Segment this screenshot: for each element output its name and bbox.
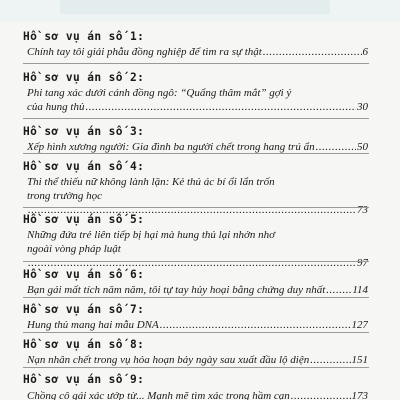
case-title-line[interactable] xyxy=(27,189,368,203)
case-title-line[interactable] xyxy=(27,175,368,189)
case-title-line[interactable] xyxy=(27,283,368,297)
page-number: 173 xyxy=(351,390,368,400)
case-heading: Hồ sơ vụ án số 6: xyxy=(23,268,145,281)
case-title-line[interactable] xyxy=(27,140,368,154)
case-heading: Hồ sơ vụ án số 9: xyxy=(23,373,145,386)
case-title-continued: ngoài vòng pháp luật xyxy=(27,243,121,255)
case-heading: Hồ sơ vụ án số 3: xyxy=(23,125,145,138)
case-title-line[interactable] xyxy=(27,228,368,242)
dot-leader xyxy=(316,140,356,154)
case-title: Những đứa trẻ liên tiếp bị hại mà hung thủ lại nhởn nhơ xyxy=(27,229,276,241)
page-number: 151 xyxy=(351,354,368,366)
case-title-line[interactable] xyxy=(27,389,368,400)
dot-leader xyxy=(263,45,362,59)
case-title: Nạn nhân chết trong vụ hỏa hoạn bảy ngày sau xuất đầu lộ diện xyxy=(27,354,310,366)
case-title-line[interactable] xyxy=(27,100,368,114)
cover-edge-strip xyxy=(0,0,400,22)
case-title-line[interactable] xyxy=(27,353,368,367)
case-title: Xếp hình xương người: Gia đình ba người chết trong hang trú ẩn xyxy=(27,141,315,153)
entry-divider xyxy=(23,207,369,208)
case-heading: Hồ sơ vụ án số 1: xyxy=(23,30,145,43)
case-heading: Hồ sơ vụ án số 7: xyxy=(23,303,145,316)
dot-leader xyxy=(85,100,356,114)
dot-leader xyxy=(310,353,350,367)
cover-edge-bar xyxy=(60,0,330,14)
case-title: Thi thể thiếu nữ không lành lặn: Kẻ thủ ác bí ổi lẩn trốn xyxy=(27,176,275,188)
case-title: Bạn gái mất tích năm năm, tôi tự tay hủy hoại bằng chứng duy nhất xyxy=(27,284,326,296)
entry-divider xyxy=(23,118,369,119)
page-number: 114 xyxy=(352,284,368,296)
page-number: 127 xyxy=(351,319,368,331)
case-title-line[interactable] xyxy=(27,242,368,256)
entry-divider xyxy=(23,297,369,298)
case-heading: Hồ sơ vụ án số 5: xyxy=(23,213,145,226)
entry-divider xyxy=(23,367,369,368)
case-heading: Hồ sơ vụ án số 2: xyxy=(23,71,145,84)
dot-leader xyxy=(291,389,351,400)
entry-divider xyxy=(23,63,369,64)
page-number: 30 xyxy=(357,101,368,113)
page-number: 50 xyxy=(357,141,368,153)
entry-divider xyxy=(23,261,369,262)
case-title-continued: của hung thủ xyxy=(27,101,85,113)
case-heading: Hồ sơ vụ án số 4: xyxy=(23,160,145,173)
entry-divider xyxy=(23,153,369,154)
dot-leader xyxy=(160,318,351,332)
dot-leader xyxy=(326,283,351,297)
case-title: Hung thủ mang hai mẫu DNA xyxy=(27,319,159,331)
case-heading: Hồ sơ vụ án số 8: xyxy=(23,338,145,351)
entry-divider xyxy=(23,332,369,333)
page-number: 73 xyxy=(357,204,368,216)
case-title: Phi tang xác dưới cánh đồng ngô: “Quẩng thâm mắt” gợi ý xyxy=(27,87,292,99)
page-number: 97 xyxy=(357,257,368,269)
case-title: Chồng cô gái xác ướp từ... Mạnh mẽ tìm xác trong hầm cạn xyxy=(27,390,290,400)
case-title-continued: trong trường học xyxy=(27,190,103,202)
case-title: Chính tay tôi giải phẫu đồng nghiệp để tìm ra sự thật xyxy=(27,46,262,58)
case-title-line[interactable] xyxy=(27,318,368,332)
case-title-line[interactable] xyxy=(27,86,368,100)
case-title-line[interactable] xyxy=(27,45,368,59)
page-number: 6 xyxy=(362,46,368,58)
